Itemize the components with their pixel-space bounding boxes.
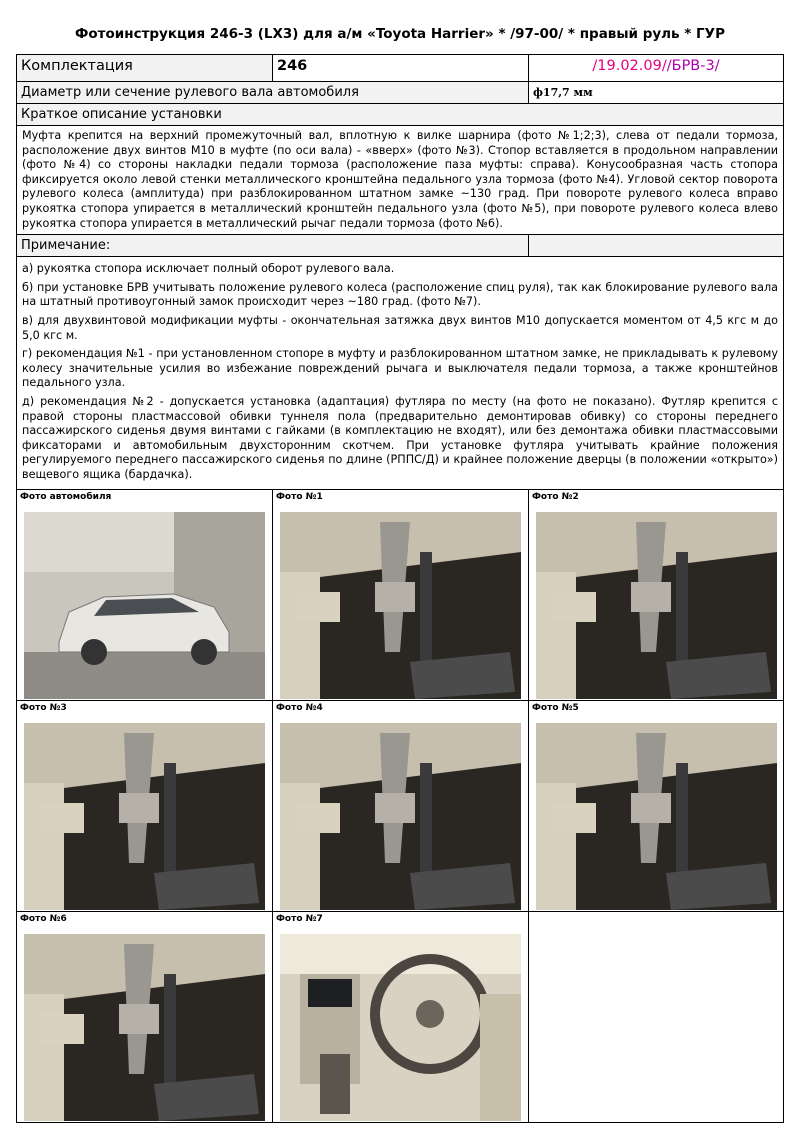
car-photo [24,512,265,699]
komplektatsiya-label: Комплектация [17,55,273,82]
code-text: /БРВ-3/ [666,58,720,74]
empty-cell [529,912,784,1123]
note-item: в) для двухвинтовой модификации муфты - окончательная затяжка двух винтов М10 допускается моментом от 4,5 кгс м до 5,0 кгс м. [22,313,778,342]
photo-label: Фото №2 [532,492,579,503]
pedal-photo [24,934,265,1121]
photo-cell [17,490,273,701]
pedal-photo [536,512,777,699]
komplektatsiya-value: 246 [273,55,529,82]
date-text: /19.02.09/ [592,58,667,74]
photo-label: Фото №5 [532,703,579,714]
photo-label: Фото №7 [276,914,323,925]
diameter-label: Диаметр или сечение рулевого вала автомобиля [17,82,529,104]
photo-label: Фото №3 [20,703,67,714]
note-item: д) рекомендация №2 - допускается установка (адаптация) футляра по месту (на фото не показано). Футляр крепится с правой стороны пластмассовой обивки туннеля пола (предварительно демонтировав обивку) со стороны переднего пассажирского сиденья двумя винтами с гайками (в комплектацию не входят), или без демонтажа обивки пластмассовыми фиксаторами и автомобильным двухсторонним скотчем. При установке футляра учитывать крайние положения регулируемого переднего пассажирского сиденья по длине (РППС/Д) и крайнее положение дверцы (в положении «открыто») вещевого ящика (бардачка). [22,394,778,481]
notes-label-blank [529,235,784,257]
photo-cell [529,490,784,701]
photo-cell [273,912,529,1123]
photo-cell [529,701,784,912]
photo-cell [17,701,273,912]
komplektatsiya-date [529,55,784,82]
photo-label: Фото №1 [276,492,323,503]
notes-label: Примечание: [17,235,529,257]
pedal-photo [536,723,777,910]
photo-label: Фото автомобиля [20,492,112,503]
photo-label: Фото №6 [20,914,67,925]
note-item: г) рекомендация №1 - при установленном стопоре в муфту и разблокированном штатном замке, не прикладывать к рулевому колесу значительные усилия во избежание повреждений рычага и выключателя педали тормоза, а также кронштейнов педального узла. [22,347,778,390]
pedal-photo [280,512,521,699]
dashboard-photo [280,934,521,1121]
note-item: б) при установке БРВ учитывать положение рулевого колеса (расположение спиц руля), так как блокирование рулевого вала на штатный противоугонный замок происходит через ~180 град. (фото №7). [22,280,778,309]
diameter-value: ф17,7 мм [529,82,784,104]
photo-cell [273,701,529,912]
notes-list [17,257,784,490]
instruction-table [16,54,784,1123]
short-desc-label: Краткое описание установки [17,104,784,126]
photo-cell [273,490,529,701]
page-title: Фотоинструкция 246-3 (LX3) для а/м «Toyota Harrier» * /97-00/ * правый руль * ГУР [75,26,725,42]
photo-cell [17,912,273,1123]
pedal-photo [24,723,265,910]
short-desc-text: Муфта крепится на верхний промежуточный вал, вплотную к вилке шарнира (фото №1;2;3), слева от педали тормоза, расположение двух винтов М10 в муфте (по оси вала) - «вверх» (фото №3). Стопор вставляется в продольном направлении (фото №4) со стороны накладки педали тормоза (расположение паза муфты: справа). Конусообразная часть стопора фиксируется около левой стенки металлического кронштейна педального узла тормоза (фото №4). Угловой сектор поворота рулевого колеса (амплитуда) при разблокированном штатном замке ~130 град. При повороте рулевого колеса вправо рукоятка стопора упирается в металлический кронштейн педального узла (фото №5), при повороте рулевого колеса влево рукоятка стопора упирается в металлический рычаг педали тормоза (фото №6). [17,126,784,235]
pedal-photo [280,723,521,910]
photo-label: Фото №4 [276,703,323,714]
note-item: а) рукоятка стопора исключает полный оборот рулевого вала. [22,262,395,276]
